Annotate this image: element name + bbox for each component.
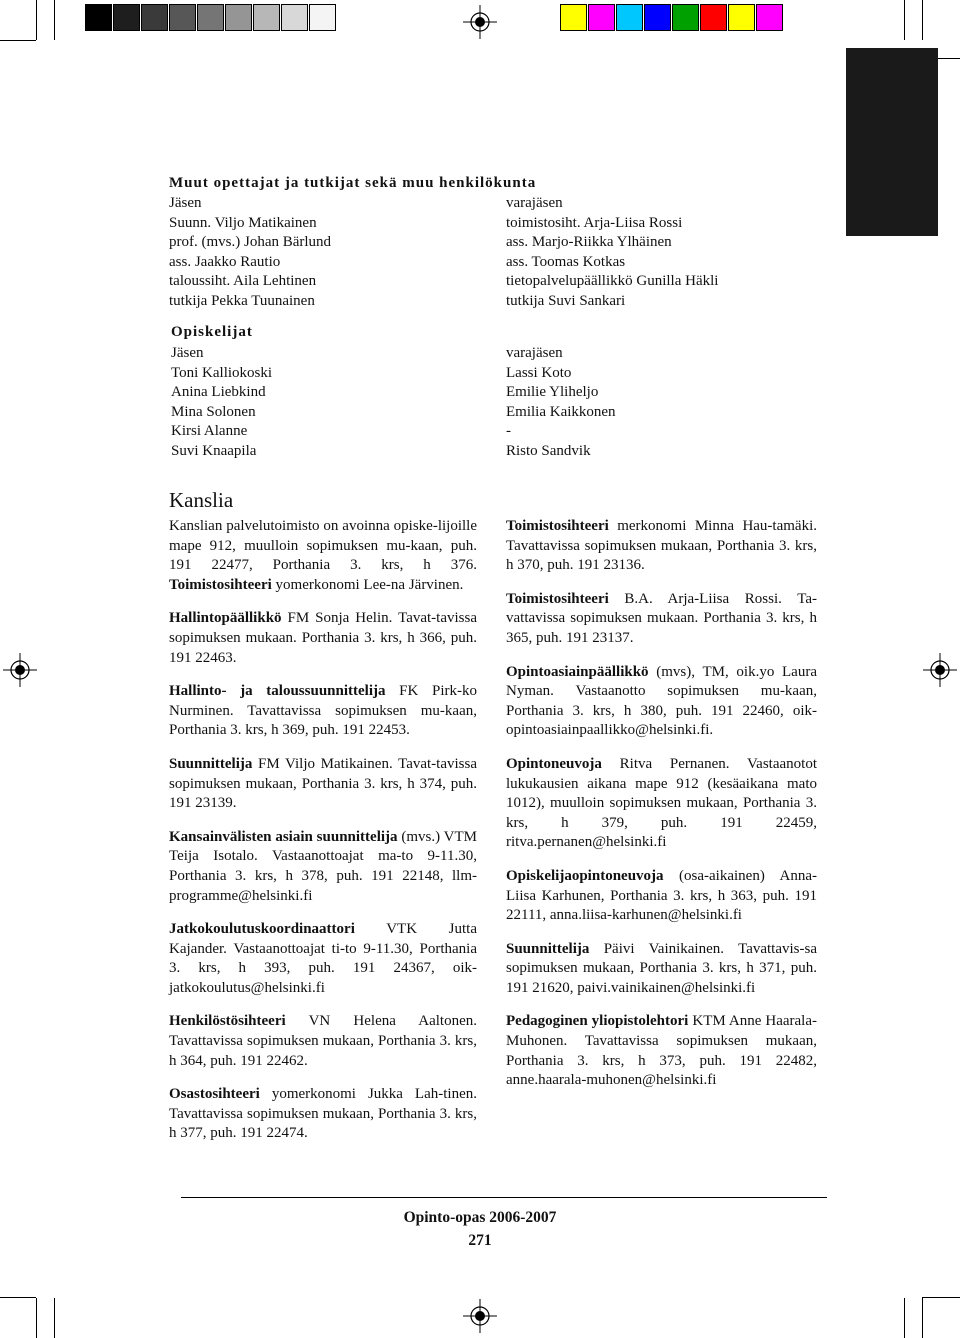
color-swatch bbox=[225, 4, 252, 31]
color-swatch bbox=[169, 4, 196, 31]
staff-member: tutkija Pekka Tuunainen bbox=[169, 292, 315, 309]
registration-mark-icon bbox=[923, 653, 957, 687]
student-member: Mina Solonen bbox=[171, 403, 256, 420]
entry-role: Opiskelijaopintoneuvoja bbox=[506, 867, 664, 884]
student-deputy: Emilia Kaikkonen bbox=[506, 403, 616, 420]
entry-text: Päivi Vainikainen. Tavattavis-sa sopimuksen mukaan, Porthania 3. krs, h 371, puh. 191 21620, paivi.vainikainen@helsinki.fi bbox=[506, 940, 817, 996]
color-swatch bbox=[141, 4, 168, 31]
entry-text: B.A. Arja-Liisa Rossi. Ta-vattavissa sopimuksen mukaan. Porthania 3. krs, h 365, puh. 191 23137. bbox=[506, 590, 817, 646]
gray-color-bar bbox=[85, 4, 337, 31]
kanslia-entry bbox=[169, 682, 477, 741]
crop-mark bbox=[36, 1298, 37, 1338]
crop-mark bbox=[922, 1297, 960, 1298]
footer-title: Opinto-opas 2006-2007 bbox=[403, 1209, 557, 1226]
student-member: Suvi Knaapila bbox=[171, 442, 257, 459]
staff-deputy-header: varajäsen bbox=[506, 195, 563, 211]
kanslia-entry bbox=[506, 940, 817, 999]
crop-mark bbox=[36, 0, 37, 40]
kanslia-entry bbox=[169, 517, 477, 595]
student-member: Toni Kalliokoski bbox=[171, 364, 273, 381]
registration-mark-icon bbox=[463, 1299, 497, 1333]
color-swatch bbox=[756, 4, 783, 31]
color-swatch bbox=[560, 4, 587, 31]
entry-text: (mvs), TM, oik.yo Laura Nyman. Vastaanotto sopimuksen mu-kaan, Porthania 3. krs, h 380, puh. 191 22460, oik-opintoasiainpaallikko@helsinki.fi. bbox=[506, 663, 817, 739]
color-swatch bbox=[85, 4, 112, 31]
entry-text: Ritva Pernanen. Vastaanotot lukukausien aikana mape 912 (kesäaikana mato 1012), muulloin sopimuksen mukaan, Porthania 3. krs, h 379, puh. 191 22459, ritva.pernanen@helsinki.fi bbox=[506, 755, 817, 851]
staff-member: prof. (mvs.) Johan Bärlund bbox=[169, 234, 332, 251]
staff-section-title: Muut opettajat ja tutkijat sekä muu henkilökunta bbox=[169, 175, 537, 191]
kanslia-entry bbox=[169, 755, 477, 814]
student-deputy-header: varajäsen bbox=[506, 345, 563, 361]
staff-members-column bbox=[169, 194, 331, 312]
entry-role: Hallinto- ja taloussuunnittelija bbox=[169, 683, 386, 700]
color-swatch bbox=[113, 4, 140, 31]
registration-mark-icon bbox=[3, 653, 37, 687]
entry-role: Toimistosihteeri bbox=[169, 576, 272, 593]
kanslia-heading: Kanslia bbox=[169, 488, 234, 512]
kanslia-entry bbox=[506, 1012, 817, 1090]
entry-text: VTK Jutta Kajander. Vastaanottoajat ti-to 9-11.30, Porthania 3. krs, h 393, puh. 191 24367, oik-jatkokoulutus@helsinki.fi bbox=[169, 921, 477, 996]
entry-text: yomerkonomi Lee-na Järvinen. bbox=[271, 576, 464, 593]
kanslia-right-column bbox=[506, 517, 817, 1105]
color-swatch bbox=[588, 4, 615, 31]
student-deputy: Lassi Koto bbox=[506, 364, 572, 381]
color-swatch bbox=[700, 4, 727, 31]
color-bar bbox=[560, 4, 784, 31]
entry-role: Osastosihteeri bbox=[169, 1086, 260, 1103]
student-member-header: Jäsen bbox=[171, 345, 204, 361]
color-swatch bbox=[281, 4, 308, 31]
crop-mark bbox=[54, 1298, 55, 1338]
student-deputies-column bbox=[506, 344, 616, 462]
kanslia-entry bbox=[169, 828, 477, 906]
thumb-index-tab bbox=[846, 48, 938, 236]
entry-text: KTM Anne Haarala-Muhonen. Tavattavissa sopimuksen mukaan, Porthania 3. krs, h 373, puh. 191 22482, anne.haarala-muhonen@helsinki.fi bbox=[506, 1013, 817, 1089]
kanslia-entry bbox=[169, 609, 477, 668]
entry-role: Suunnittelija bbox=[506, 940, 590, 957]
staff-deputy: ass. Marjo-Riikka Ylhäinen bbox=[506, 234, 672, 251]
staff-member: taloussiht. Aila Lehtinen bbox=[169, 273, 317, 290]
crop-mark bbox=[0, 1297, 36, 1298]
kanslia-entry bbox=[169, 1012, 477, 1071]
kanslia-entry bbox=[506, 867, 817, 926]
kanslia-entry bbox=[169, 1085, 477, 1144]
crop-mark bbox=[904, 1298, 905, 1338]
entry-role: Pedagoginen yliopistolehtori bbox=[506, 1013, 689, 1030]
student-deputy: Emilie Yliheljo bbox=[506, 384, 599, 401]
entry-role: Suunnittelija bbox=[169, 755, 253, 772]
staff-member: Suunn. Viljo Matikainen bbox=[169, 214, 317, 231]
entry-text: Kanslian palvelutoimisto on avoinna opiske-lijoille mape 912, muulloin sopimuksen mu-kaan, puh. 191 22477, Porthania 3. krs, h 376. bbox=[169, 518, 477, 574]
entry-text: VN Helena Aaltonen. Tavattavissa sopimuksen mukaan, Porthania 3. krs, h 364, puh. 191 22462. bbox=[169, 1013, 477, 1069]
staff-deputy: tietopalvelupäällikkö Gunilla Häkli bbox=[506, 273, 719, 290]
color-swatch bbox=[616, 4, 643, 31]
entry-text: (osa-aikainen) Anna-Liisa Karhunen, Porthania 3. krs, h 363, puh. 191 22111, anna.liisa-karhunen@helsinki.fi bbox=[506, 867, 817, 924]
entry-role: Henkilöstösihteeri bbox=[169, 1013, 286, 1030]
color-swatch bbox=[672, 4, 699, 31]
crop-mark bbox=[54, 0, 55, 40]
student-member: Anina Liebkind bbox=[171, 384, 266, 401]
kanslia-left-column bbox=[169, 517, 477, 1158]
entry-role: Opintoasiainpäällikkö bbox=[506, 663, 649, 680]
student-deputy: - bbox=[506, 423, 511, 440]
staff-deputy: toimistosiht. Arja-Liisa Rossi bbox=[506, 214, 683, 231]
color-swatch bbox=[309, 4, 336, 31]
entry-text: FM Viljo Matikainen. Tavat-tavissa sopimuksen mukaan, Porthania 3. krs, h 374, puh. 191 23139. bbox=[169, 755, 477, 812]
staff-member: ass. Jaakko Rautio bbox=[169, 253, 281, 270]
entry-role: Hallintopäällikkö bbox=[169, 610, 282, 627]
crop-mark bbox=[904, 0, 905, 40]
entry-role: Jatkokoulutuskoordinaattori bbox=[169, 921, 355, 938]
entry-text: (mvs.) VTM Teija Isotalo. Vastaanottoajat ma-to 9-11.30, Porthania 3. krs, h 378, puh. 191 22148, llm-programme@helsinki.fi bbox=[169, 828, 477, 904]
color-swatch bbox=[644, 4, 671, 31]
staff-deputy: tutkija Suvi Sankari bbox=[506, 292, 626, 309]
kanslia-entry bbox=[506, 663, 817, 741]
students-section-title: Opiskelijat bbox=[171, 324, 253, 340]
color-swatch bbox=[197, 4, 224, 31]
kanslia-entry bbox=[506, 755, 817, 853]
staff-deputies-column bbox=[506, 194, 718, 312]
entry-text: FM Sonja Helin. Tavat-tavissa sopimuksen mukaan. Porthania 3. krs, h 366, puh. 191 22463. bbox=[169, 610, 477, 666]
color-swatch bbox=[728, 4, 755, 31]
student-deputy: Risto Sandvik bbox=[506, 442, 591, 459]
footer-rule bbox=[181, 1197, 827, 1198]
crop-mark bbox=[922, 1298, 923, 1338]
kanslia-entry bbox=[506, 517, 817, 576]
entry-role: Toimistosihteeri bbox=[506, 590, 609, 607]
color-swatch bbox=[253, 4, 280, 31]
crop-mark bbox=[922, 0, 923, 40]
entry-text: merkonomi Minna Hau-tamäki. Tavattavissa sopimuksen mukaan, Porthania 3. krs, h 370, puh. 191 23136. bbox=[506, 518, 817, 574]
page-number: 271 bbox=[468, 1232, 492, 1249]
kanslia-entry bbox=[169, 920, 477, 998]
entry-text: yomerkonomi Jukka Lah-tinen. Tavattavissa sopimuksen mukaan, Porthania 3. krs, h 377, puh. 191 22474. bbox=[169, 1086, 477, 1142]
entry-role: Opintoneuvoja bbox=[506, 755, 602, 772]
staff-member-header: Jäsen bbox=[169, 195, 202, 211]
kanslia-entry bbox=[506, 590, 817, 649]
student-members-column bbox=[171, 344, 272, 462]
staff-deputy: ass. Toomas Kotkas bbox=[506, 253, 626, 270]
entry-role: Toimistosihteeri bbox=[506, 518, 609, 534]
entry-text: FK Pirk-ko Nurminen. Tavattavissa sopimuksen mu-kaan, Porthania 3. krs, h 369, puh. 191 22453. bbox=[169, 683, 477, 739]
registration-mark-icon bbox=[463, 5, 497, 39]
entry-role: Kansainvälisten asiain suunnittelija bbox=[169, 828, 398, 845]
crop-mark bbox=[0, 40, 36, 41]
student-member: Kirsi Alanne bbox=[171, 423, 248, 440]
